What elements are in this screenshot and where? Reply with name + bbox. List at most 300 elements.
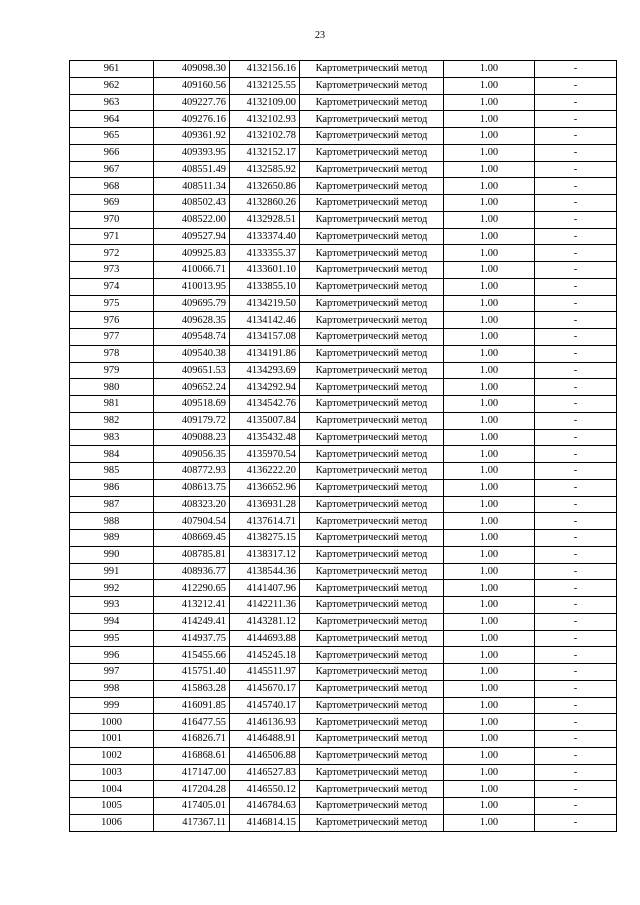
y-coordinate-cell: 4146550.12	[230, 781, 300, 798]
x-coordinate-cell: 414937.75	[154, 630, 230, 647]
point-number-cell: 1005	[70, 798, 154, 815]
accuracy-cell: 1.00	[444, 563, 535, 580]
x-coordinate-cell: 409088.23	[154, 429, 230, 446]
y-coordinate-cell: 4136222.20	[230, 463, 300, 480]
note-cell: -	[535, 764, 617, 781]
y-coordinate-cell: 4138317.12	[230, 546, 300, 563]
accuracy-cell: 1.00	[444, 697, 535, 714]
accuracy-cell: 1.00	[444, 814, 535, 831]
y-coordinate-cell: 4137614.71	[230, 513, 300, 530]
accuracy-cell: 1.00	[444, 580, 535, 597]
x-coordinate-cell: 409548.74	[154, 329, 230, 346]
accuracy-cell: 1.00	[444, 379, 535, 396]
accuracy-cell: 1.00	[444, 731, 535, 748]
point-number-cell: 982	[70, 412, 154, 429]
note-cell: -	[535, 613, 617, 630]
method-cell: Картометрический метод	[300, 144, 444, 161]
point-number-cell: 997	[70, 664, 154, 681]
method-cell: Картометрический метод	[300, 111, 444, 128]
point-number-cell: 986	[70, 479, 154, 496]
point-number-cell: 990	[70, 546, 154, 563]
y-coordinate-cell: 4135007.84	[230, 412, 300, 429]
y-coordinate-cell: 4132928.51	[230, 211, 300, 228]
note-cell: -	[535, 814, 617, 831]
accuracy-cell: 1.00	[444, 396, 535, 413]
table-row	[70, 262, 617, 279]
point-number-cell: 994	[70, 613, 154, 630]
method-cell: Картометрический метод	[300, 814, 444, 831]
accuracy-cell: 1.00	[444, 463, 535, 480]
note-cell: -	[535, 94, 617, 111]
table-row	[70, 94, 617, 111]
point-number-cell: 974	[70, 278, 154, 295]
note-cell: -	[535, 295, 617, 312]
y-coordinate-cell: 4145511.97	[230, 664, 300, 681]
accuracy-cell: 1.00	[444, 312, 535, 329]
table-row	[70, 580, 617, 597]
point-number-cell: 976	[70, 312, 154, 329]
table-row	[70, 814, 617, 831]
accuracy-cell: 1.00	[444, 412, 535, 429]
point-number-cell: 965	[70, 128, 154, 145]
point-number-cell: 967	[70, 161, 154, 178]
y-coordinate-cell: 4136931.28	[230, 496, 300, 513]
x-coordinate-cell: 416477.55	[154, 714, 230, 731]
x-coordinate-cell: 408323.20	[154, 496, 230, 513]
point-number-cell: 966	[70, 144, 154, 161]
table-row	[70, 714, 617, 731]
point-number-cell: 977	[70, 329, 154, 346]
method-cell: Картометрический метод	[300, 613, 444, 630]
y-coordinate-cell: 4145245.18	[230, 647, 300, 664]
accuracy-cell: 1.00	[444, 479, 535, 496]
x-coordinate-cell: 409628.35	[154, 312, 230, 329]
x-coordinate-cell: 410066.71	[154, 262, 230, 279]
y-coordinate-cell: 4135970.54	[230, 446, 300, 463]
accuracy-cell: 1.00	[444, 764, 535, 781]
x-coordinate-cell: 416868.61	[154, 747, 230, 764]
note-cell: -	[535, 731, 617, 748]
table-row	[70, 798, 617, 815]
x-coordinate-cell: 409652.24	[154, 379, 230, 396]
x-coordinate-cell: 409361.92	[154, 128, 230, 145]
y-coordinate-cell: 4132585.92	[230, 161, 300, 178]
y-coordinate-cell: 4134542.76	[230, 396, 300, 413]
y-coordinate-cell: 4132102.93	[230, 111, 300, 128]
point-number-cell: 985	[70, 463, 154, 480]
y-coordinate-cell: 4132102.78	[230, 128, 300, 145]
accuracy-cell: 1.00	[444, 178, 535, 195]
x-coordinate-cell: 417405.01	[154, 798, 230, 815]
y-coordinate-cell: 4138544.36	[230, 563, 300, 580]
accuracy-cell: 1.00	[444, 647, 535, 664]
point-number-cell: 1002	[70, 747, 154, 764]
y-coordinate-cell: 4145670.17	[230, 680, 300, 697]
accuracy-cell: 1.00	[444, 714, 535, 731]
table-row	[70, 731, 617, 748]
accuracy-cell: 1.00	[444, 345, 535, 362]
accuracy-cell: 1.00	[444, 195, 535, 212]
x-coordinate-cell: 414249.41	[154, 613, 230, 630]
table-row	[70, 513, 617, 530]
table-row	[70, 630, 617, 647]
note-cell: -	[535, 228, 617, 245]
page-number: 23	[315, 30, 325, 41]
y-coordinate-cell: 4132156.16	[230, 61, 300, 78]
accuracy-cell: 1.00	[444, 597, 535, 614]
table-row	[70, 161, 617, 178]
accuracy-cell: 1.00	[444, 295, 535, 312]
y-coordinate-cell: 4132152.17	[230, 144, 300, 161]
method-cell: Картометрический метод	[300, 94, 444, 111]
table-row	[70, 613, 617, 630]
note-cell: -	[535, 647, 617, 664]
x-coordinate-cell: 408613.75	[154, 479, 230, 496]
method-cell: Картометрический метод	[300, 178, 444, 195]
y-coordinate-cell: 4146784.63	[230, 798, 300, 815]
table-row	[70, 697, 617, 714]
note-cell: -	[535, 781, 617, 798]
note-cell: -	[535, 463, 617, 480]
x-coordinate-cell: 409925.83	[154, 245, 230, 262]
method-cell: Картометрический метод	[300, 697, 444, 714]
method-cell: Картометрический метод	[300, 680, 444, 697]
point-number-cell: 972	[70, 245, 154, 262]
method-cell: Картометрический метод	[300, 61, 444, 78]
method-cell: Картометрический метод	[300, 362, 444, 379]
note-cell: -	[535, 396, 617, 413]
table-row	[70, 128, 617, 145]
x-coordinate-cell: 408551.49	[154, 161, 230, 178]
y-coordinate-cell: 4146814.15	[230, 814, 300, 831]
accuracy-cell: 1.00	[444, 329, 535, 346]
point-number-cell: 970	[70, 211, 154, 228]
point-number-cell: 991	[70, 563, 154, 580]
accuracy-cell: 1.00	[444, 77, 535, 94]
y-coordinate-cell: 4134157.08	[230, 329, 300, 346]
accuracy-cell: 1.00	[444, 446, 535, 463]
method-cell: Картометрический метод	[300, 546, 444, 563]
table-row	[70, 245, 617, 262]
method-cell: Картометрический метод	[300, 731, 444, 748]
x-coordinate-cell: 408936.77	[154, 563, 230, 580]
point-number-cell: 992	[70, 580, 154, 597]
table-row	[70, 546, 617, 563]
note-cell: -	[535, 798, 617, 815]
table-row	[70, 496, 617, 513]
note-cell: -	[535, 412, 617, 429]
y-coordinate-cell: 4144693.88	[230, 630, 300, 647]
x-coordinate-cell: 410013.95	[154, 278, 230, 295]
method-cell: Картометрический метод	[300, 379, 444, 396]
method-cell: Картометрический метод	[300, 714, 444, 731]
point-number-cell: 995	[70, 630, 154, 647]
table-row	[70, 61, 617, 78]
note-cell: -	[535, 278, 617, 295]
method-cell: Картометрический метод	[300, 530, 444, 547]
method-cell: Картометрический метод	[300, 345, 444, 362]
accuracy-cell: 1.00	[444, 161, 535, 178]
point-number-cell: 988	[70, 513, 154, 530]
point-number-cell: 989	[70, 530, 154, 547]
accuracy-cell: 1.00	[444, 61, 535, 78]
x-coordinate-cell: 409695.79	[154, 295, 230, 312]
x-coordinate-cell: 416091.85	[154, 697, 230, 714]
method-cell: Картометрический метод	[300, 630, 444, 647]
point-number-cell: 973	[70, 262, 154, 279]
note-cell: -	[535, 630, 617, 647]
point-number-cell: 963	[70, 94, 154, 111]
note-cell: -	[535, 178, 617, 195]
point-number-cell: 964	[70, 111, 154, 128]
y-coordinate-cell: 4133601.10	[230, 262, 300, 279]
method-cell: Картометрический метод	[300, 781, 444, 798]
method-cell: Картометрический метод	[300, 412, 444, 429]
table-row	[70, 312, 617, 329]
table-row	[70, 178, 617, 195]
accuracy-cell: 1.00	[444, 798, 535, 815]
table-row	[70, 278, 617, 295]
x-coordinate-cell: 407904.54	[154, 513, 230, 530]
x-coordinate-cell: 417204.28	[154, 781, 230, 798]
table-row	[70, 781, 617, 798]
note-cell: -	[535, 144, 617, 161]
point-number-cell: 999	[70, 697, 154, 714]
x-coordinate-cell: 409393.95	[154, 144, 230, 161]
x-coordinate-cell: 409518.69	[154, 396, 230, 413]
accuracy-cell: 1.00	[444, 111, 535, 128]
x-coordinate-cell: 409651.53	[154, 362, 230, 379]
table-row	[70, 144, 617, 161]
x-coordinate-cell: 409227.76	[154, 94, 230, 111]
y-coordinate-cell: 4146506.88	[230, 747, 300, 764]
y-coordinate-cell: 4142211.36	[230, 597, 300, 614]
method-cell: Картометрический метод	[300, 128, 444, 145]
table-row	[70, 597, 617, 614]
note-cell: -	[535, 580, 617, 597]
point-number-cell: 962	[70, 77, 154, 94]
note-cell: -	[535, 697, 617, 714]
point-number-cell: 987	[70, 496, 154, 513]
note-cell: -	[535, 111, 617, 128]
table-row	[70, 362, 617, 379]
note-cell: -	[535, 262, 617, 279]
point-number-cell: 983	[70, 429, 154, 446]
y-coordinate-cell: 4134142.46	[230, 312, 300, 329]
x-coordinate-cell: 409056.35	[154, 446, 230, 463]
note-cell: -	[535, 312, 617, 329]
accuracy-cell: 1.00	[444, 228, 535, 245]
method-cell: Картометрический метод	[300, 195, 444, 212]
note-cell: -	[535, 513, 617, 530]
y-coordinate-cell: 4146136.93	[230, 714, 300, 731]
y-coordinate-cell: 4132650.86	[230, 178, 300, 195]
y-coordinate-cell: 4134292.94	[230, 379, 300, 396]
x-coordinate-cell: 408522.00	[154, 211, 230, 228]
method-cell: Картометрический метод	[300, 513, 444, 530]
point-number-cell: 969	[70, 195, 154, 212]
note-cell: -	[535, 479, 617, 496]
accuracy-cell: 1.00	[444, 546, 535, 563]
table-row	[70, 379, 617, 396]
method-cell: Картометрический метод	[300, 563, 444, 580]
point-number-cell: 1004	[70, 781, 154, 798]
y-coordinate-cell: 4134191.86	[230, 345, 300, 362]
note-cell: -	[535, 446, 617, 463]
table-row	[70, 77, 617, 94]
x-coordinate-cell: 409098.30	[154, 61, 230, 78]
table-row	[70, 680, 617, 697]
note-cell: -	[535, 530, 617, 547]
method-cell: Картометрический метод	[300, 429, 444, 446]
table-row	[70, 429, 617, 446]
y-coordinate-cell: 4143281.12	[230, 613, 300, 630]
point-number-cell: 984	[70, 446, 154, 463]
accuracy-cell: 1.00	[444, 630, 535, 647]
table-row	[70, 747, 617, 764]
note-cell: -	[535, 362, 617, 379]
coordinates-table	[69, 60, 617, 832]
x-coordinate-cell: 408669.45	[154, 530, 230, 547]
table-body	[70, 61, 617, 832]
table-row	[70, 295, 617, 312]
point-number-cell: 978	[70, 345, 154, 362]
point-number-cell: 971	[70, 228, 154, 245]
x-coordinate-cell: 417367.11	[154, 814, 230, 831]
x-coordinate-cell: 409179.72	[154, 412, 230, 429]
table-row	[70, 412, 617, 429]
note-cell: -	[535, 747, 617, 764]
x-coordinate-cell: 409160.56	[154, 77, 230, 94]
table-row	[70, 463, 617, 480]
x-coordinate-cell: 415455.66	[154, 647, 230, 664]
accuracy-cell: 1.00	[444, 211, 535, 228]
x-coordinate-cell: 408502.43	[154, 195, 230, 212]
note-cell: -	[535, 379, 617, 396]
point-number-cell: 998	[70, 680, 154, 697]
note-cell: -	[535, 664, 617, 681]
y-coordinate-cell: 4132860.26	[230, 195, 300, 212]
note-cell: -	[535, 597, 617, 614]
y-coordinate-cell: 4134293.69	[230, 362, 300, 379]
accuracy-cell: 1.00	[444, 429, 535, 446]
method-cell: Картометрический метод	[300, 329, 444, 346]
method-cell: Картометрический метод	[300, 312, 444, 329]
table-row	[70, 228, 617, 245]
accuracy-cell: 1.00	[444, 747, 535, 764]
y-coordinate-cell: 4132109.00	[230, 94, 300, 111]
y-coordinate-cell: 4134219.50	[230, 295, 300, 312]
table-row	[70, 530, 617, 547]
point-number-cell: 975	[70, 295, 154, 312]
note-cell: -	[535, 429, 617, 446]
x-coordinate-cell: 408772.93	[154, 463, 230, 480]
x-coordinate-cell: 416826.71	[154, 731, 230, 748]
note-cell: -	[535, 496, 617, 513]
accuracy-cell: 1.00	[444, 530, 535, 547]
x-coordinate-cell: 408511.34	[154, 178, 230, 195]
method-cell: Картометрический метод	[300, 446, 444, 463]
point-number-cell: 968	[70, 178, 154, 195]
y-coordinate-cell: 4138275.15	[230, 530, 300, 547]
x-coordinate-cell: 409540.38	[154, 345, 230, 362]
method-cell: Картометрический метод	[300, 396, 444, 413]
method-cell: Картометрический метод	[300, 463, 444, 480]
note-cell: -	[535, 161, 617, 178]
x-coordinate-cell: 415863.28	[154, 680, 230, 697]
point-number-cell: 980	[70, 379, 154, 396]
table-row	[70, 479, 617, 496]
table-row	[70, 647, 617, 664]
table-row	[70, 764, 617, 781]
y-coordinate-cell: 4141407.96	[230, 580, 300, 597]
table-row	[70, 111, 617, 128]
point-number-cell: 1000	[70, 714, 154, 731]
x-coordinate-cell: 412290.65	[154, 580, 230, 597]
point-number-cell: 961	[70, 61, 154, 78]
accuracy-cell: 1.00	[444, 278, 535, 295]
method-cell: Картометрический метод	[300, 295, 444, 312]
accuracy-cell: 1.00	[444, 664, 535, 681]
table-row	[70, 195, 617, 212]
method-cell: Картометрический метод	[300, 211, 444, 228]
note-cell: -	[535, 546, 617, 563]
method-cell: Картометрический метод	[300, 262, 444, 279]
point-number-cell: 993	[70, 597, 154, 614]
y-coordinate-cell: 4132125.55	[230, 77, 300, 94]
method-cell: Картометрический метод	[300, 496, 444, 513]
y-coordinate-cell: 4136652.96	[230, 479, 300, 496]
accuracy-cell: 1.00	[444, 94, 535, 111]
point-number-cell: 996	[70, 647, 154, 664]
accuracy-cell: 1.00	[444, 245, 535, 262]
method-cell: Картометрический метод	[300, 764, 444, 781]
accuracy-cell: 1.00	[444, 680, 535, 697]
point-number-cell: 1003	[70, 764, 154, 781]
table-row	[70, 329, 617, 346]
x-coordinate-cell: 409527.94	[154, 228, 230, 245]
note-cell: -	[535, 77, 617, 94]
accuracy-cell: 1.00	[444, 262, 535, 279]
method-cell: Картометрический метод	[300, 479, 444, 496]
y-coordinate-cell: 4146527.83	[230, 764, 300, 781]
method-cell: Картометрический метод	[300, 161, 444, 178]
method-cell: Картометрический метод	[300, 798, 444, 815]
y-coordinate-cell: 4133855.10	[230, 278, 300, 295]
method-cell: Картометрический метод	[300, 245, 444, 262]
y-coordinate-cell: 4135432.48	[230, 429, 300, 446]
note-cell: -	[535, 211, 617, 228]
method-cell: Картометрический метод	[300, 278, 444, 295]
method-cell: Картометрический метод	[300, 228, 444, 245]
accuracy-cell: 1.00	[444, 496, 535, 513]
accuracy-cell: 1.00	[444, 128, 535, 145]
accuracy-cell: 1.00	[444, 781, 535, 798]
note-cell: -	[535, 245, 617, 262]
note-cell: -	[535, 195, 617, 212]
method-cell: Картометрический метод	[300, 597, 444, 614]
y-coordinate-cell: 4146488.91	[230, 731, 300, 748]
point-number-cell: 979	[70, 362, 154, 379]
method-cell: Картометрический метод	[300, 664, 444, 681]
point-number-cell: 1001	[70, 731, 154, 748]
method-cell: Картометрический метод	[300, 580, 444, 597]
table-row	[70, 563, 617, 580]
point-number-cell: 981	[70, 396, 154, 413]
y-coordinate-cell: 4133355.37	[230, 245, 300, 262]
table-row	[70, 446, 617, 463]
accuracy-cell: 1.00	[444, 362, 535, 379]
